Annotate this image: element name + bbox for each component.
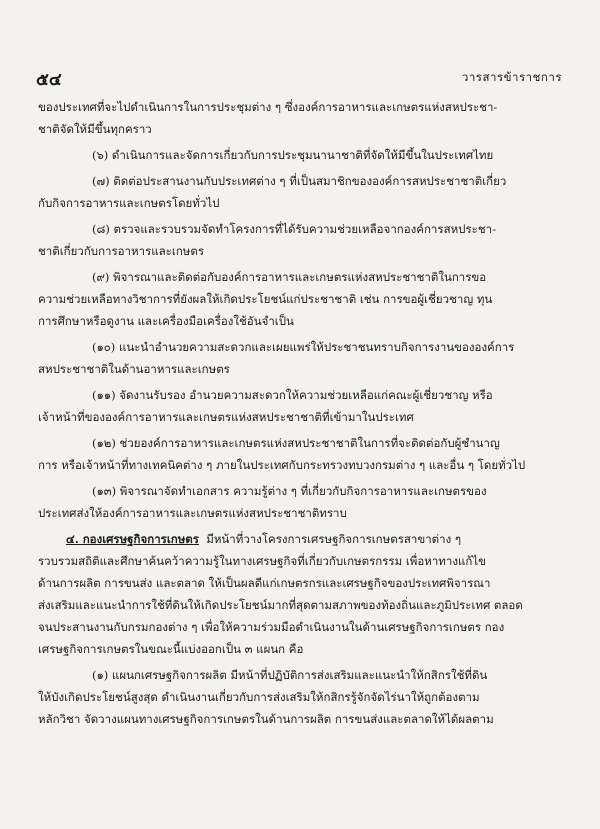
text-line: เศรษฐกิจการเกษตรในขณะนี้แบ่งออกเป็น ๓ แผนก คือ (38, 642, 304, 656)
body-text (30, 96, 570, 730)
section-heading-line (30, 528, 570, 550)
text-line: (๑๓) พิจารณาจัดทำเอกสาร ความรู้ต่าง ๆ ที่เกี่ยวกับกิจการอาหารและเกษตรของ (92, 484, 487, 498)
text-line: (๙) พิจารณาและติดต่อกับองค์การอาหารและเกษตรแห่งสหประชาชาติในการขอ (92, 270, 487, 284)
text-line: จนประสานงานกับกรมกองต่าง ๆ เพื่อให้ความร่วมมือดำเนินงานในด้านเศรษฐกิจการเกษตร กอง (38, 620, 505, 634)
text-line: ของประเทศที่จะไปดำเนินการในการประชุมต่าง ๆ ซึ่งองค์การอาหารและเกษตรแห่งสหประชา- (38, 100, 498, 114)
text-line: การศึกษาหรือดูงาน และเครื่องมือเครื่องใช้อันจำเป็น (38, 314, 294, 328)
text-line: สหประชาชาติในด้านอาหารและเกษตร (38, 362, 230, 376)
text-line: (๑๒) ช่วยองค์การอาหารและเกษตรแห่งสหประชาชาติในการที่จะติดต่อกับผู้ชำนาญ (92, 436, 500, 450)
journal-title: วารสารข้าราชการ (461, 70, 562, 84)
text-line: ความช่วยเหลือทางวิชาการที่ยังผลให้เกิดประโยชน์แก่ประชาชาติ เช่น การขอผู้เชี่ยวชาญ ทุน (38, 292, 493, 306)
text-line: (๑๐) แนะนำอำนวยความสะดวกและเผยแพร่ให้ประชาชนทราบกิจการงานขององค์การ (92, 340, 515, 354)
text-line: ชาติจัดให้มีขึ้นทุกคราว (38, 122, 152, 136)
text-line: กับกิจการอาหารและเกษตรโดยทั่วไป (38, 196, 220, 210)
text-line: การ หรือเจ้าหน้าที่ทางเทคนิคต่าง ๆ ภายในประเทศกับกระทรวงทบวงกรมต่าง ๆ และอื่น ๆ โดยทั่วไป (38, 458, 526, 472)
text-line: (๗) ติดต่อประสานงานกับประเทศต่าง ๆ ที่เป็นสมาชิกขององค์การสหประชาชาติเกี่ยว (92, 174, 507, 188)
page-header (36, 66, 562, 88)
text-line: ให้บังเกิดประโยชน์สูงสุด ดำเนินงานเกี่ยวกับการส่งเสริมให้กสิกรรู้จักจัดไร่นาให้ถูกต้องตาม (38, 690, 480, 704)
text-line: ชาติเกี่ยวกับการอาหารและเกษตร (38, 244, 205, 258)
text-line: ด้านการผลิต การขนส่ง และตลาด ให้เป็นผลดีแก่เกษตรกรและเศรษฐกิจของประเทศพิจารณา (38, 576, 491, 590)
text-line: รวบรวมสถิติและศึกษาค้นคว้าความรู้ในทางเศรษฐกิจที่เกี่ยวกับเกษตรกรรม เพื่อหาทางแก้ไข (38, 554, 486, 568)
text-line: (๑๑) จัดงานรับรอง อำนวยความสะดวกให้ความช่วยเหลือแก่คณะผู้เชี่ยวชาญ หรือ (92, 388, 493, 402)
text-line: มีหน้าที่วางโครงการเศรษฐกิจการเกษตรสาขาต่าง ๆ (206, 532, 462, 546)
text-line: หลักวิชา จัดวางแผนทางเศรษฐกิจการเกษตรในด้านการผลิต การขนส่งและตลาดให้ได้ผลตาม (38, 712, 494, 726)
page-number: ๕๔ (36, 70, 62, 90)
text-line: (๑) แผนกเศรษฐกิจการผลิต มีหน้าที่ปฏิบัติการส่งเสริมและแนะนำให้กสิกรใช้ที่ดิน (92, 668, 488, 682)
text-line: ส่งเสริมและแนะนำการใช้ที่ดินให้เกิดประโยชน์มากที่สุดตามสภาพของท้องถิ่นและภูมิประเทศ ตลอด (38, 598, 523, 612)
text-line: ประเทศส่งให้องค์การอาหารและเกษตรแห่งสหประชาชาติทราบ (38, 506, 347, 520)
section-heading: ๔. กองเศรษฐกิจการเกษตร (66, 532, 199, 546)
text-line: (๘) ตรวจและรวบรวมจัดทำโครงการที่ได้รับความช่วยเหลือจากองค์การสหประชา- (92, 222, 496, 236)
text-line: (๖) ดำเนินการและจัดการเกี่ยวกับการประชุมนานาชาติที่จัดให้มีขึ้นในประเทศไทย (92, 148, 494, 162)
text-line: เจ้าหน้าที่ขององค์การอาหารและเกษตรแห่งสหประชาชาติที่เข้ามาในประเทศ (38, 410, 414, 424)
